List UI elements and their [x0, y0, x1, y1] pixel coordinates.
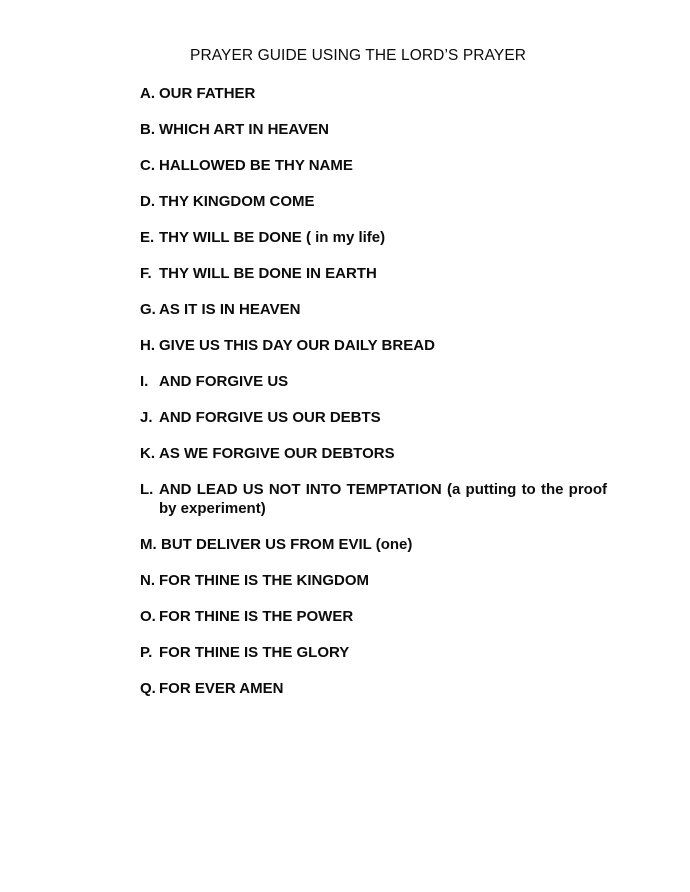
document-title: PRAYER GUIDE USING THE LORD’S PRAYER	[190, 47, 527, 64]
item-text: OUR FATHER	[159, 85, 256, 102]
item-letter: K.	[140, 445, 155, 462]
item-letter: A.	[140, 85, 155, 102]
item-letter: J.	[140, 409, 153, 426]
list-item	[140, 444, 610, 463]
list-item	[140, 535, 610, 554]
list-item	[140, 480, 610, 518]
item-text: FOR THINE IS THE GLORY	[159, 644, 350, 661]
item-letter: L.	[140, 481, 154, 498]
item-letter: M.	[140, 536, 157, 553]
item-letter: B.	[140, 121, 155, 138]
list-item	[140, 84, 610, 103]
item-text: THY KINGDOM COME	[159, 193, 315, 210]
item-text: GIVE US THIS DAY OUR DAILY BREAD	[159, 337, 435, 354]
list-item	[140, 571, 610, 590]
item-text: BUT DELIVER US FROM EVIL (one)	[161, 536, 413, 553]
list-item	[140, 643, 610, 662]
item-text: THY WILL BE DONE IN EARTH	[159, 265, 377, 282]
item-letter: O.	[140, 608, 156, 625]
list-item	[140, 300, 610, 319]
item-text: AND FORGIVE US	[159, 373, 289, 390]
item-letter: Q.	[140, 680, 156, 697]
list-item	[140, 679, 610, 698]
item-letter: E.	[140, 229, 155, 246]
list-item	[140, 408, 610, 427]
list-item	[140, 120, 610, 139]
item-text: FOR THINE IS THE POWER	[159, 608, 354, 625]
list-item	[140, 372, 610, 391]
item-letter: N.	[140, 572, 155, 589]
item-text: AND FORGIVE US OUR DEBTS	[159, 409, 381, 426]
item-letter: G.	[140, 301, 156, 318]
item-text: THY WILL BE DONE ( in my life)	[159, 229, 386, 246]
item-text: WHICH ART IN HEAVEN	[159, 121, 329, 138]
item-text: AND LEAD US NOT INTO TEMPTATION (a putting to the proof by experiment)	[159, 481, 607, 517]
item-text: FOR THINE IS THE KINGDOM	[159, 572, 369, 589]
item-text: AS WE FORGIVE OUR DEBTORS	[159, 445, 395, 462]
list-item	[140, 336, 610, 355]
item-text: AS IT IS IN HEAVEN	[159, 301, 301, 318]
item-letter: P.	[140, 644, 153, 661]
item-letter: F.	[140, 265, 152, 282]
item-letter: H.	[140, 337, 155, 354]
item-letter: C.	[140, 157, 155, 174]
list-item	[140, 156, 610, 175]
list-item	[140, 192, 610, 211]
item-text: HALLOWED BE THY NAME	[159, 157, 353, 174]
list-item	[140, 228, 610, 247]
list-item	[140, 607, 610, 626]
list-item	[140, 264, 610, 283]
item-letter: D.	[140, 193, 155, 210]
item-text: FOR EVER AMEN	[159, 680, 284, 697]
item-letter: I.	[140, 373, 149, 390]
